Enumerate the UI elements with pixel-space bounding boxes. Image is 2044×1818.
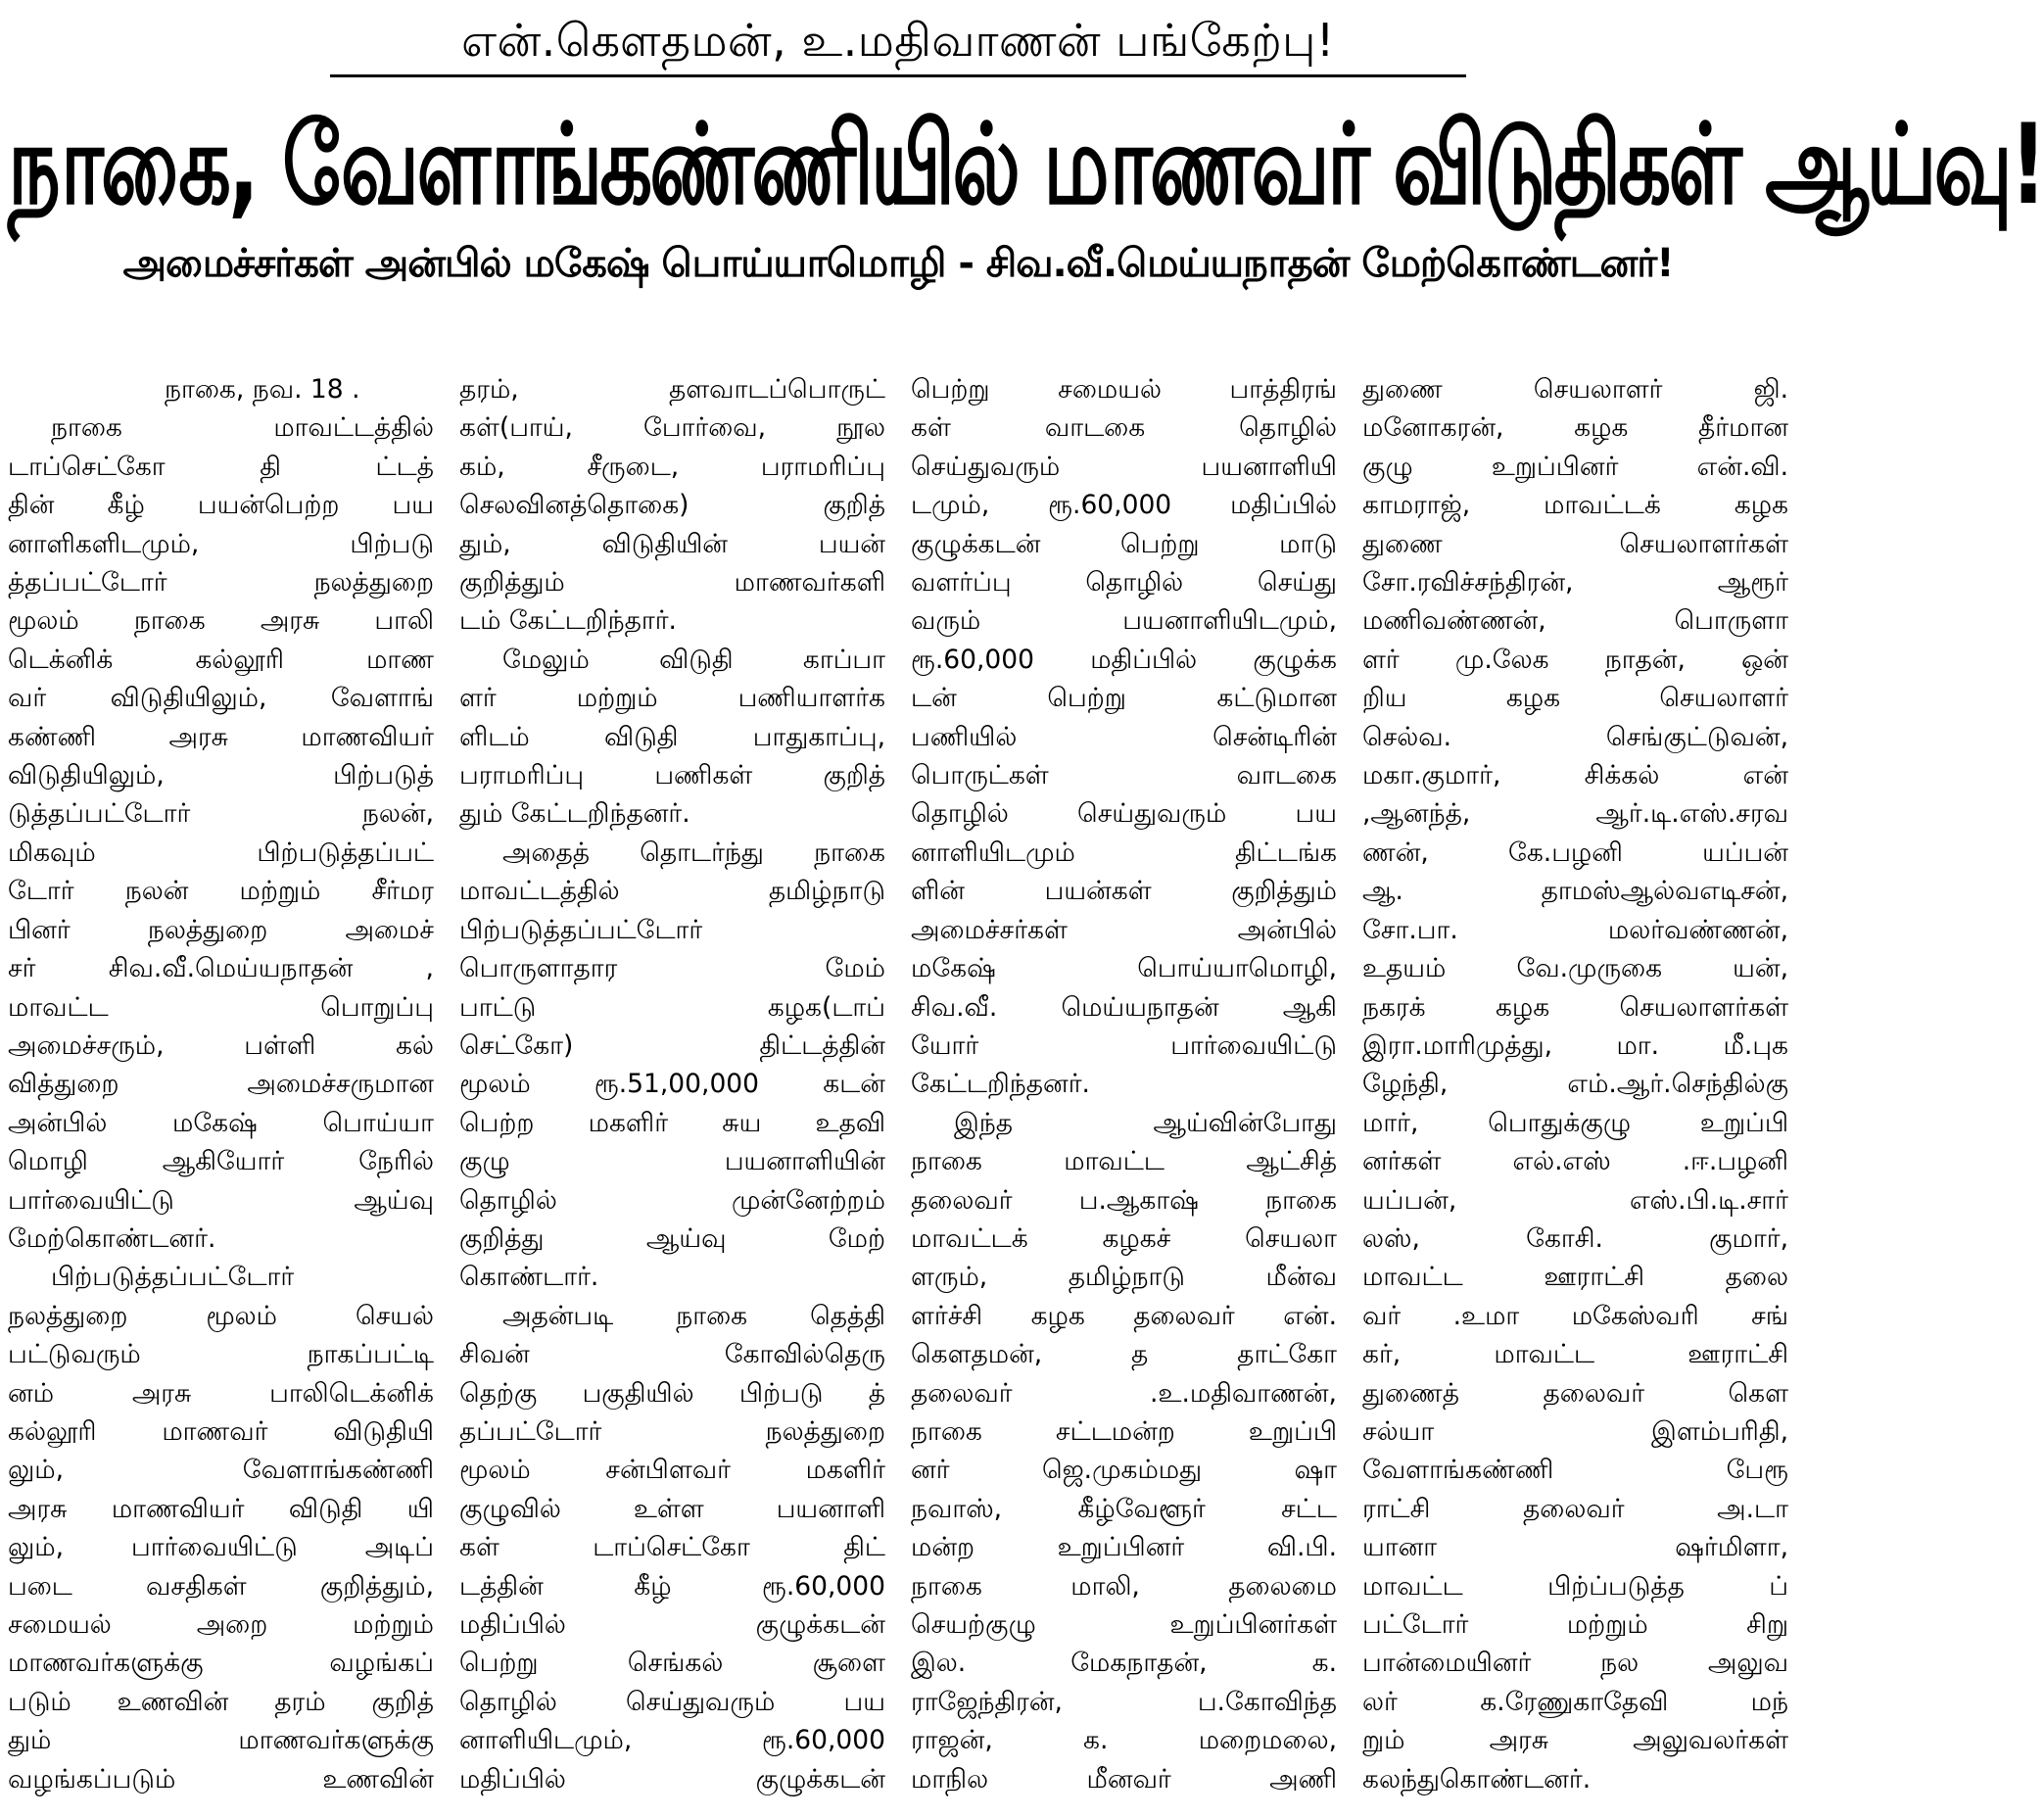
- article-column-1: [8, 370, 434, 1810]
- article-line: தும், விடுதியின் பயன்: [459, 528, 885, 559]
- article-line: மாவட்டக் கழகச் செயலா: [911, 1222, 1337, 1254]
- article-line: றிய கழக செயலாளர்: [1362, 683, 1788, 714]
- article-line: பெற்று செங்கல் சூளை: [459, 1648, 885, 1679]
- article-line: படும் உணவின் தரம் குறித்: [8, 1686, 434, 1717]
- article-line: மிகவும் பிற்படுத்தப்பட்: [8, 837, 434, 868]
- article-line: மனோகரன், கழக தீர்மான: [1362, 412, 1788, 444]
- article-line: மார், பொதுக்குழு உறுப்பி: [1362, 1107, 1788, 1138]
- article-line: ளர்ச்சி கழக தலைவர் என்.: [911, 1300, 1337, 1331]
- article-line: செட்கோ) திட்டத்தின்: [459, 1029, 885, 1061]
- article-line: பராமரிப்பு பணிகள் குறித்: [459, 760, 885, 791]
- article-column-3: [911, 370, 1337, 1810]
- article-line: அதன்படி நாகை தெத்தி: [502, 1300, 885, 1331]
- article-line: பிற்படுத்தப்பட்டோர்: [459, 914, 703, 945]
- article-line: செலவினத்தொகை) குறித்: [459, 490, 885, 521]
- article-line: வரும் பயனாளியிடமும்,: [911, 605, 1337, 637]
- article-line: ராட்சி தலைவர் அ.டா: [1362, 1493, 1788, 1524]
- article-line: கள்(பாய், போர்வை, நூல: [459, 412, 885, 444]
- article-line: ளர் மற்றும் பணியாளர்க: [459, 683, 885, 714]
- article-line: கண்ணி அரசு மாணவியர்: [8, 721, 434, 752]
- article-line: செயற்குழு உறுப்பினர்கள்: [911, 1609, 1337, 1640]
- article-line: காமராஜ், மாவட்டக் கழக: [1362, 490, 1788, 521]
- article-body: [8, 370, 1788, 1810]
- article-line: கேட்டறிந்தனர்.: [911, 1069, 1090, 1100]
- kicker-divider: [330, 74, 1466, 77]
- article-line: கல்லூரி மாணவர் விடுதியி: [8, 1415, 434, 1447]
- article-line: அமைச்சர்கள் அன்பில்: [911, 914, 1337, 945]
- article-line: படை வசதிகள் குறித்தும்,: [8, 1570, 434, 1602]
- article-line: பணியில் சென்டிரின்: [911, 721, 1337, 752]
- article-line: மகா.குமார், சிக்கல் என்: [1362, 760, 1788, 791]
- article-line: வர் .உமா மகேஸ்வரி சங்: [1362, 1300, 1788, 1331]
- article-line: சோ.ரவிச்சந்திரன், ஆரூர்: [1362, 567, 1788, 598]
- article-line: வர் விடுதியிலும், வேளாங்: [8, 683, 434, 714]
- article-line: செல்வ. செங்குட்டுவன்,: [1362, 721, 1788, 752]
- article-line: ரூ.60,000 மதிப்பில் குழுக்க: [911, 644, 1337, 675]
- article-line: மாவட்டத்தில் தமிழ்நாடு: [459, 876, 885, 907]
- article-line: னாளிகளிடமும், பிற்படு: [8, 528, 434, 559]
- article-line: மதிப்பில் குழுக்கடன்: [459, 1609, 885, 1640]
- article-line: யானா ஷர்மிளா,: [1362, 1532, 1788, 1563]
- article-line: மன்ற உறுப்பினர் வி.பி.: [911, 1532, 1337, 1563]
- article-line: டெக்னிக் கல்லூரி மாண: [8, 644, 434, 675]
- article-line: கள் வாடகை தொழில்: [911, 412, 1337, 444]
- article-line: மூலம் ரூ.51,00,000 கடன்: [459, 1069, 885, 1100]
- article-line: நாகை சட்டமன்ற உறுப்பி: [911, 1415, 1337, 1447]
- article-line: துணை செயலாளர் ஜி.: [1362, 374, 1788, 405]
- article-line: கலந்துகொண்டனர்.: [1362, 1763, 1592, 1794]
- article-line: பொருளாதார மேம்: [459, 953, 885, 984]
- article-line: வளர்ப்பு தொழில் செய்து: [911, 567, 1337, 598]
- article-line: நலத்துறை மூலம் செயல்: [8, 1300, 434, 1331]
- article-line: டம் கேட்டறிந்தார்.: [459, 605, 677, 637]
- article-line: மொழி ஆகியோர் நேரில்: [8, 1146, 434, 1177]
- article-line: விடுதியிலும், பிற்படுத்: [8, 760, 434, 791]
- article-line: மேற்கொண்டனர்.: [8, 1222, 216, 1254]
- article-line: கொண்டார்.: [459, 1262, 599, 1293]
- article-line: மாவட்ட பிற்ப்படுத்த ப்: [1362, 1570, 1788, 1602]
- article-line: ளிடம் விடுதி பாதுகாப்பு,: [459, 721, 885, 752]
- article-line: துணைத் தலைவர் கௌ: [1362, 1377, 1788, 1409]
- kicker-text: என்.கௌதமன், உ.மதிவாணன் பங்கேற்பு!: [461, 14, 1335, 67]
- article-line: கள் டாப்செட்கோ திட்: [459, 1532, 885, 1563]
- article-line: குழு பயனாளியின்: [459, 1146, 885, 1177]
- article-line: பொருட்கள் வாடகை: [911, 760, 1337, 791]
- article-line: சர் சிவ.வீ.மெய்யநாதன் ,: [8, 953, 434, 984]
- article-line: நாகை மாவட்டத்தில்: [51, 412, 434, 444]
- article-line: னம் அரசு பாலிடெக்னிக்: [8, 1377, 434, 1409]
- article-line: குழுவில் உள்ள பயனாளி: [459, 1493, 885, 1524]
- article-line: தலைவர் .உ.மதிவாணன்,: [911, 1377, 1337, 1409]
- subheadline: அமைச்சர்கள் அன்பில் மகேஷ் பொய்யாமொழி - சிவ.வீ.மெய்யநாதன் மேற்கொண்டனர்!: [122, 241, 1674, 286]
- article-line: தின் கீழ் பயன்பெற்ற பய: [8, 490, 434, 521]
- article-line: டோர் நலன் மற்றும் சீர்மர: [8, 876, 434, 907]
- article-line: பிற்படுத்தப்பட்டோர்: [51, 1262, 295, 1293]
- article-line: பட்டுவரும் நாகப்பட்டி: [8, 1339, 434, 1370]
- article-line: அதைத் தொடர்ந்து நாகை: [502, 837, 885, 868]
- article-line: தரம், தளவாடப்பொருட்: [459, 374, 885, 405]
- article-line: மாணவர்களுக்கு வழங்கப்: [8, 1648, 434, 1679]
- article-line: ளர் மு.லேக நாதன், ஒன்: [1362, 644, 1788, 675]
- article-line: இல. மேகநாதன், க.: [911, 1648, 1337, 1679]
- article-line: லர் க.ரேணுகாதேவி மந்: [1362, 1686, 1788, 1717]
- article-line: தப்பட்டோர் நலத்துறை: [459, 1415, 885, 1447]
- article-line: அமைச்சரும், பள்ளி கல்: [8, 1029, 434, 1061]
- article-line: மாவட்ட ஊராட்சி தலை: [1362, 1262, 1788, 1293]
- article-line: குறித்தும் மாணவர்களி: [459, 567, 885, 598]
- article-line: பெற்ற மகளிர் சுய உதவி: [459, 1107, 885, 1138]
- article-line: பட்டோர் மற்றும் சிறு: [1362, 1609, 1788, 1640]
- article-line: மாவட்ட பொறுப்பு: [8, 991, 434, 1023]
- article-line: னர்கள் எல்.எஸ் .ஈ.பழனி: [1362, 1146, 1788, 1177]
- article-line: சல்யா இளம்பரிதி,: [1362, 1415, 1788, 1447]
- article-line: குறித்து ஆய்வு மேற்: [459, 1222, 885, 1254]
- article-line: ணன், கே.பழனி யப்பன்: [1362, 837, 1788, 868]
- article-line: மதிப்பில் குழுக்கடன்: [459, 1763, 885, 1794]
- article-line: நகரக் கழக செயலாளர்கள்: [1362, 991, 1788, 1023]
- article-line: மணிவண்ணன், பொருளா: [1362, 605, 1788, 637]
- article-column-2: [459, 370, 885, 1810]
- article-line: இந்த ஆய்வின்போது: [954, 1107, 1337, 1138]
- article-line: லஸ், கோசி. குமார்,: [1362, 1222, 1788, 1254]
- article-line: சிவ.வீ. மெய்யநாதன் ஆகி: [911, 991, 1337, 1023]
- article-line: செய்துவரும் பயனாளியி: [911, 451, 1337, 482]
- article-line: மாநில மீனவர் அணி: [911, 1763, 1337, 1794]
- article-line: த்தப்பட்டோர் நலத்துறை: [8, 567, 434, 598]
- article-line: மகேஷ் பொய்யாமொழி,: [911, 953, 1337, 984]
- article-line: அரசு மாணவியர் விடுதி யி: [8, 1493, 434, 1524]
- article-line: ளின் பயன்கள் குறித்தும்: [911, 876, 1337, 907]
- article-line: ழேந்தி, எம்.ஆர்.செந்தில்கு: [1362, 1069, 1788, 1100]
- article-line: யோர் பார்வையிட்டு: [911, 1029, 1337, 1061]
- article-line: லும், பார்வையிட்டு அடிப்: [8, 1532, 434, 1563]
- article-line: பான்மையினர் நல அலுவ: [1362, 1648, 1788, 1679]
- article-line: மூலம் நாகை அரசு பாலி: [8, 605, 434, 637]
- article-line: டமும், ரூ.60,000 மதிப்பில்: [911, 490, 1337, 521]
- article-line: டன் பெற்று கட்டுமான: [911, 683, 1337, 714]
- article-line: பாட்டு கழக(டாப்: [459, 991, 885, 1023]
- article-line: தலைவர் ப.ஆகாஷ் நாகை: [911, 1184, 1337, 1216]
- article-line: அன்பில் மகேஷ் பொய்யா: [8, 1107, 434, 1138]
- article-line: னாளியிடமும், ரூ.60,000: [459, 1725, 885, 1756]
- article-line: வழங்கப்படும் உணவின்: [8, 1763, 434, 1794]
- article-line: சிவன் கோவில்தெரு: [459, 1339, 885, 1370]
- article-line: ,ஆனந்த், ஆர்.டி.எஸ்.சரவ: [1362, 798, 1788, 830]
- article-line: நாகை மாலி, தலைமை: [911, 1570, 1337, 1602]
- article-line: றும் அரசு அலுவலர்கள்: [1362, 1725, 1788, 1756]
- article-line: மேலும் விடுதி காப்பா: [502, 644, 885, 675]
- article-line: சமையல் அறை மற்றும்: [8, 1609, 434, 1640]
- article-line: ளரும், தமிழ்நாடு மீன்வ: [911, 1262, 1337, 1293]
- article-line: குழு உறுப்பினர் என்.வி.: [1362, 451, 1788, 482]
- article-line: தெற்கு பகுதியில் பிற்படு த்: [459, 1377, 885, 1409]
- headline: நாகை, வேளாங்கண்ணியில் மாணவர் விடுதிகள் ஆய்வு!: [8, 99, 2044, 230]
- article-line: னாளியிடமும் திட்டங்க: [911, 837, 1337, 868]
- article-line: னர் ஜெ.முகம்மது ஷா: [911, 1455, 1337, 1486]
- article-line: தொழில் செய்துவரும் பய: [911, 798, 1337, 830]
- article-line: பினர் நலத்துறை அமைச்: [8, 914, 434, 945]
- article-line: தும் மாணவர்களுக்கு: [8, 1725, 434, 1756]
- article-line: ராஜேந்திரன், ப.கோவிந்த: [911, 1686, 1337, 1717]
- article-line: நாகை, நவ. 18 .: [165, 374, 360, 405]
- article-line: ஆ. தாமஸ்ஆல்வஎடிசன்,: [1362, 876, 1788, 907]
- article-line: தும் கேட்டறிந்தனர்.: [459, 798, 690, 830]
- article-line: யப்பன், எஸ்.பி.டி.சார்: [1362, 1184, 1788, 1216]
- article-line: இரா.மாரிமுத்து, மா. மீ.புக: [1362, 1029, 1788, 1061]
- article-line: கர், மாவட்ட ஊராட்சி: [1362, 1339, 1788, 1370]
- article-line: டத்தின் கீழ் ரூ.60,000: [459, 1570, 885, 1602]
- article-line: நவாஸ், கீழ்வேளூர் சட்ட: [911, 1493, 1337, 1524]
- article-column-4: [1362, 370, 1788, 1810]
- article-line: உதயம் வே.முருகை யன்,: [1362, 953, 1788, 984]
- article-line: சோ.பா. மலர்வண்ணன்,: [1362, 914, 1788, 945]
- article-line: லும், வேளாங்கண்ணி: [8, 1455, 434, 1486]
- article-line: வித்துறை அமைச்சருமான: [8, 1069, 434, 1100]
- article-line: மூலம் சன்பிளவர் மகளிர்: [459, 1455, 885, 1486]
- article-line: டுத்தப்பட்டோர் நலன்,: [8, 798, 434, 830]
- article-line: தொழில் செய்துவரும் பய: [459, 1686, 885, 1717]
- article-line: ராஜன், க. மறைமலை,: [911, 1725, 1337, 1756]
- article-line: டாப்செட்கோ தி ட்டத்: [8, 451, 434, 482]
- article-line: நாகை மாவட்ட ஆட்சித்: [911, 1146, 1337, 1177]
- article-line: வேளாங்கண்ணி பேரூ: [1362, 1455, 1788, 1486]
- article-line: பார்வையிட்டு ஆய்வு: [8, 1184, 434, 1216]
- article-line: கம், சீருடை, பராமரிப்பு: [459, 451, 885, 482]
- article-line: குழுக்கடன் பெற்று மாடு: [911, 528, 1337, 559]
- article-line: பெற்று சமையல் பாத்திரங்: [911, 374, 1337, 405]
- newspaper-clipping: [0, 10, 2044, 1818]
- article-line: தொழில் முன்னேற்றம்: [459, 1184, 885, 1216]
- article-line: கௌதமன், த தாட்கோ: [911, 1339, 1337, 1370]
- article-line: துணை செயலாளர்கள்: [1362, 528, 1788, 559]
